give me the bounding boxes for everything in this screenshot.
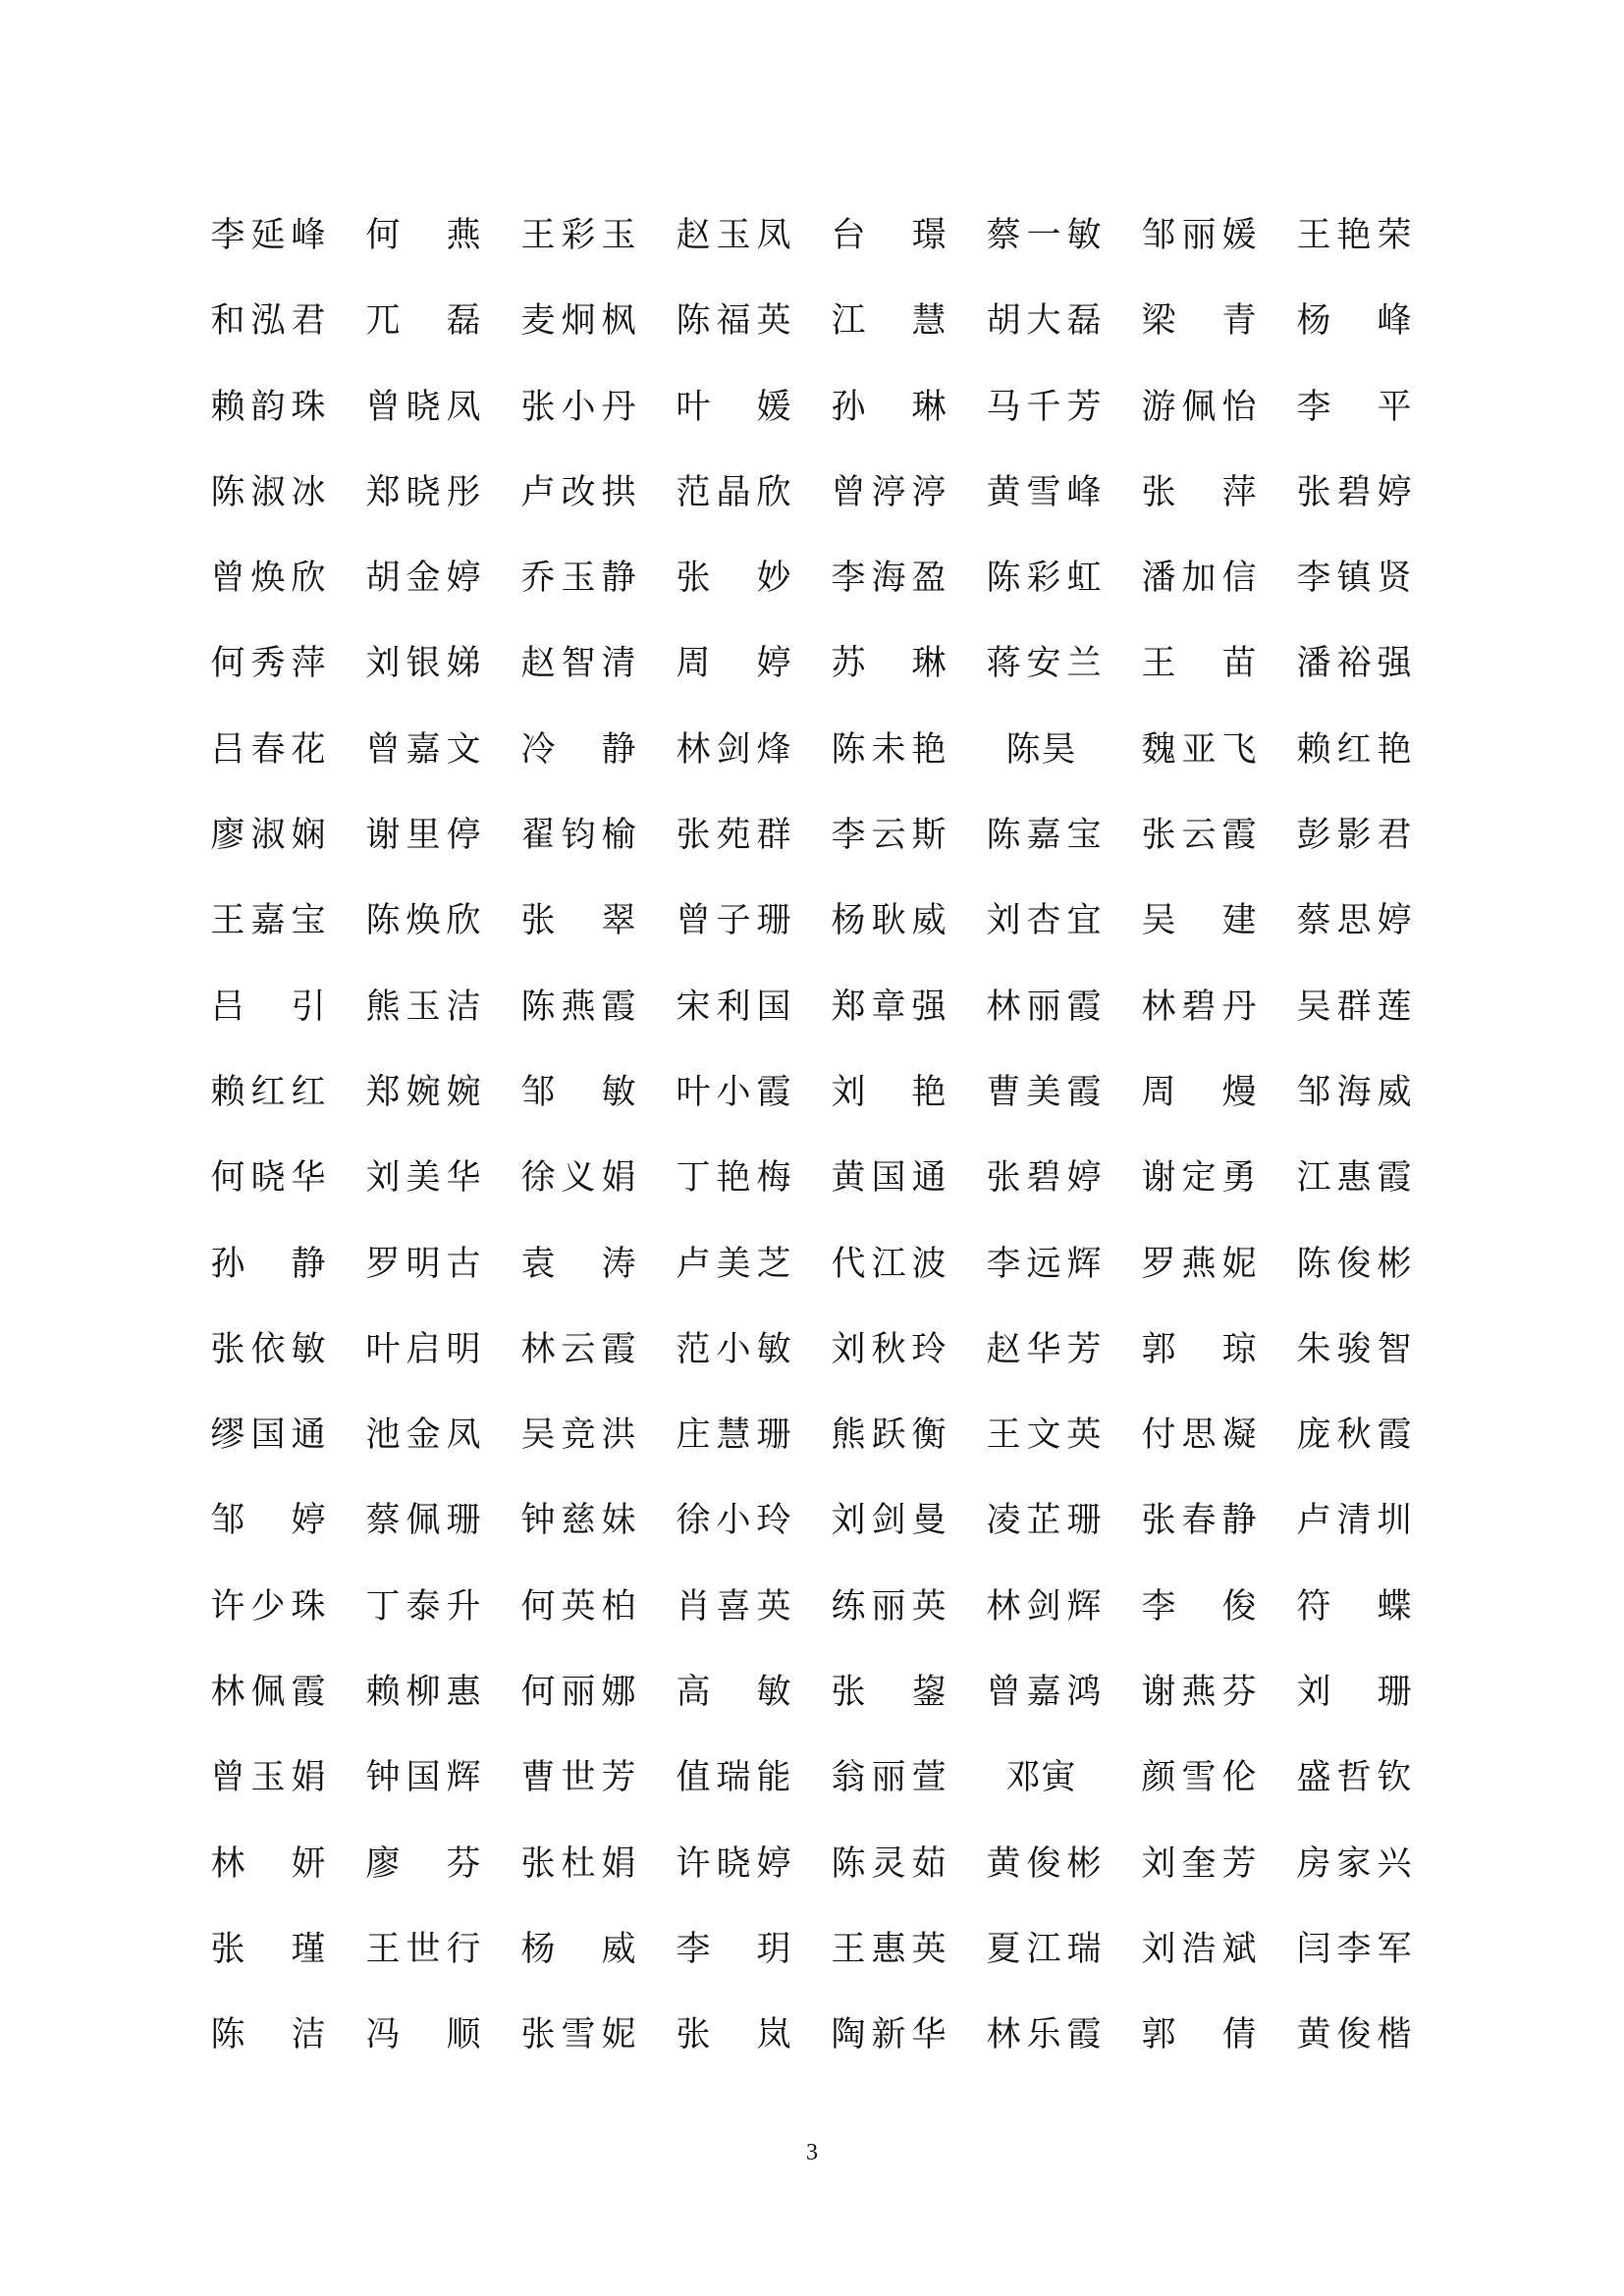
name-cell: 胡 大 磊 (986, 301, 1102, 342)
name-cell: 潘 裕 强 (1296, 644, 1412, 684)
name-cell: 卢 美 芝 (676, 1244, 791, 1284)
name-cell: 陈昊 (1005, 729, 1076, 770)
name-cell: 吴 竞 洪 (520, 1415, 636, 1456)
name-cell: 曾 玉 娟 (210, 1758, 326, 1798)
name-cell: 庞 秋 霞 (1296, 1415, 1412, 1456)
name-cell: 曾 晓 凤 (365, 387, 481, 427)
name-cell: 许 少 珠 (210, 1586, 326, 1627)
name-cell: 符 蝶 (1296, 1586, 1412, 1627)
name-row (210, 549, 1428, 634)
name-cell: 高 敏 (676, 1673, 791, 1713)
name-cell: 王 艳 荣 (1296, 216, 1412, 255)
name-cell: 宋 利 国 (676, 987, 791, 1027)
name-cell: 黄 俊 楷 (1296, 2015, 1412, 2056)
name-cell: 钟 国 辉 (365, 1758, 481, 1798)
name-cell: 熊 跃 衡 (831, 1415, 947, 1456)
name-cell: 王 嘉 宝 (210, 901, 326, 941)
name-cell: 范 小 敏 (676, 1329, 791, 1369)
name-cell: 林 妍 (210, 1843, 326, 1884)
name-cell: 丁 泰 升 (365, 1586, 481, 1627)
name-cell: 何 晓 华 (210, 1158, 326, 1199)
name-cell: 何 丽 娜 (520, 1673, 636, 1713)
name-cell: 叶 启 明 (365, 1329, 481, 1369)
name-cell: 杨 耿 威 (831, 901, 947, 941)
name-row (210, 891, 1428, 977)
name-row (210, 463, 1428, 549)
name-cell: 庄 慧 珊 (676, 1415, 791, 1456)
name-row (210, 634, 1428, 720)
name-cell: 冯 顺 (365, 2015, 481, 2056)
name-cell: 李 云 斯 (831, 816, 947, 856)
name-cell: 曾 子 珊 (676, 901, 791, 941)
name-cell: 刘 剑 曼 (831, 1501, 947, 1541)
name-cell: 陈 俊 彬 (1296, 1244, 1412, 1284)
name-cell: 刘 秋 玲 (831, 1329, 947, 1369)
name-cell: 胡 金 婷 (365, 559, 481, 599)
name-cell: 谢 里 停 (365, 816, 481, 856)
name-row (210, 806, 1428, 891)
name-row (210, 1663, 1428, 1748)
name-cell: 吴 建 (1141, 901, 1257, 941)
name-cell: 王 文 英 (986, 1415, 1102, 1456)
name-cell: 郑 婉 婉 (365, 1072, 481, 1112)
name-cell: 郭 琼 (1141, 1329, 1257, 1369)
name-cell: 赖 柳 惠 (365, 1673, 481, 1713)
name-cell: 杨 峰 (1296, 301, 1412, 342)
name-cell: 张 萍 (1141, 472, 1257, 512)
name-cell: 孙 静 (210, 1244, 326, 1284)
name-cell: 赵 智 清 (520, 644, 636, 684)
name-cell: 付 思 凝 (1141, 1415, 1257, 1456)
name-cell: 廖 淑 娴 (210, 816, 326, 856)
name-cell: 许 晓 婷 (676, 1843, 791, 1884)
name-cell: 张 鋆 (831, 1673, 947, 1713)
name-cell: 张 云 霞 (1141, 816, 1257, 856)
name-cell: 邹 丽 媛 (1141, 216, 1257, 255)
name-cell: 陈 淑 冰 (210, 472, 326, 512)
name-cell: 林 剑 烽 (676, 729, 791, 770)
name-cell: 曾 焕 欣 (210, 559, 326, 599)
name-cell: 丁 艳 梅 (676, 1158, 791, 1199)
name-row (210, 721, 1428, 806)
name-cell: 曾 嘉 鸿 (986, 1673, 1102, 1713)
name-row (210, 1406, 1428, 1491)
name-cell: 何 英 柏 (520, 1586, 636, 1627)
name-row (210, 2005, 1428, 2091)
name-cell: 兀 磊 (365, 301, 481, 342)
name-cell: 黄 雪 峰 (986, 472, 1102, 512)
name-cell: 林 佩 霞 (210, 1673, 326, 1713)
name-cell: 值 瑞 能 (676, 1758, 791, 1798)
name-cell: 曹 世 芳 (520, 1758, 636, 1798)
name-cell: 代 江 波 (831, 1244, 947, 1284)
name-cell: 刘 浩 斌 (1141, 1929, 1257, 1969)
name-cell: 邹 婷 (210, 1501, 326, 1541)
name-cell: 朱 骏 智 (1296, 1329, 1412, 1369)
name-cell: 刘 杏 宜 (986, 901, 1102, 941)
name-cell: 麦 炯 枫 (520, 301, 636, 342)
name-cell: 黄 国 通 (831, 1158, 947, 1199)
name-cell: 王 彩 玉 (520, 216, 636, 255)
name-cell: 蒋 安 兰 (986, 644, 1102, 684)
name-row (210, 1148, 1428, 1234)
name-row (210, 1063, 1428, 1148)
name-row (210, 1491, 1428, 1576)
name-cell: 杨 威 (520, 1929, 636, 1969)
name-cell: 彭 影 君 (1296, 816, 1412, 856)
name-cell: 李 远 辉 (986, 1244, 1102, 1284)
name-cell: 赖 红 艳 (1296, 729, 1412, 770)
name-row (210, 1577, 1428, 1663)
name-cell: 谢 定 勇 (1141, 1158, 1257, 1199)
name-cell: 徐 小 玲 (676, 1501, 791, 1541)
name-cell: 陶 新 华 (831, 2015, 947, 2056)
name-cell: 和 泓 君 (210, 301, 326, 342)
name-cell: 李 平 (1296, 387, 1412, 427)
name-cell: 张 苑 群 (676, 816, 791, 856)
name-cell: 何 秀 萍 (210, 644, 326, 684)
name-row (210, 206, 1428, 292)
name-cell: 王 世 行 (365, 1929, 481, 1969)
name-cell: 王 苗 (1141, 644, 1257, 684)
name-cell: 叶 媛 (676, 387, 791, 427)
name-cell: 陈 福 英 (676, 301, 791, 342)
name-cell: 徐 义 娟 (520, 1158, 636, 1199)
name-cell: 张 杜 娟 (520, 1843, 636, 1884)
name-cell: 郑 章 强 (831, 987, 947, 1027)
name-cell: 郑 晓 彤 (365, 472, 481, 512)
name-cell: 邹 敏 (520, 1072, 636, 1112)
name-cell: 李 俊 (1141, 1586, 1257, 1627)
name-cell: 钟 慈 妹 (520, 1501, 636, 1541)
name-cell: 邹 海 威 (1296, 1072, 1412, 1112)
name-cell: 颜 雪 伦 (1141, 1758, 1257, 1798)
name-cell: 赖 红 红 (210, 1072, 326, 1112)
name-cell: 范 晶 欣 (676, 472, 791, 512)
name-cell: 马 千 芳 (986, 387, 1102, 427)
name-cell: 闫 李 军 (1296, 1929, 1412, 1969)
name-cell: 叶 小 霞 (676, 1072, 791, 1112)
name-cell: 郭 倩 (1141, 2015, 1257, 2056)
name-cell: 肖 喜 英 (676, 1586, 791, 1627)
name-row (210, 292, 1428, 377)
name-cell: 王 惠 英 (831, 1929, 947, 1969)
name-row (210, 1748, 1428, 1834)
name-row (210, 978, 1428, 1063)
name-cell: 陈 洁 (210, 2015, 326, 2056)
name-cell: 缪 国 通 (210, 1415, 326, 1456)
name-cell: 潘 加 信 (1141, 559, 1257, 599)
name-cell: 游 佩 怡 (1141, 387, 1257, 427)
name-row (210, 1835, 1428, 1920)
name-cell: 林 剑 辉 (986, 1586, 1102, 1627)
page-number: 3 (806, 2140, 818, 2165)
name-cell: 梁 青 (1141, 301, 1257, 342)
name-cell: 张 妙 (676, 559, 791, 599)
name-cell: 刘 奎 芳 (1141, 1843, 1257, 1884)
name-cell: 张 翠 (520, 901, 636, 941)
name-cell: 吴 群 莲 (1296, 987, 1412, 1027)
name-cell: 何 燕 (365, 216, 481, 255)
name-row (210, 1920, 1428, 2005)
name-row (210, 378, 1428, 463)
name-cell: 黄 俊 彬 (986, 1843, 1102, 1884)
name-cell: 刘 银 娣 (365, 644, 481, 684)
name-cell: 李 镇 贤 (1296, 559, 1412, 599)
name-cell: 刘 艳 (831, 1072, 947, 1112)
name-cell: 赵 华 芳 (986, 1329, 1102, 1369)
name-cell: 张 瑾 (210, 1929, 326, 1969)
name-cell: 曾 渟 渟 (831, 472, 947, 512)
name-cell: 罗 明 古 (365, 1244, 481, 1284)
name-list-grid (210, 206, 1428, 2092)
name-cell: 刘 珊 (1296, 1673, 1412, 1713)
name-cell: 卢 清 圳 (1296, 1501, 1412, 1541)
name-cell: 林 乐 霞 (986, 2015, 1102, 2056)
name-cell: 陈 彩 虹 (986, 559, 1102, 599)
name-cell: 廖 芬 (365, 1843, 481, 1884)
name-cell: 谢 燕 芬 (1141, 1673, 1257, 1713)
name-cell: 蔡 思 婷 (1296, 901, 1412, 941)
name-cell: 夏 江 瑞 (986, 1929, 1102, 1969)
name-cell: 张 春 静 (1141, 1501, 1257, 1541)
name-cell: 张 依 敏 (210, 1329, 326, 1369)
name-cell: 周 婷 (676, 644, 791, 684)
name-cell: 陈 嘉 宝 (986, 816, 1102, 856)
name-cell: 张 碧 婷 (986, 1158, 1102, 1199)
name-cell: 台 璟 (831, 216, 947, 255)
name-cell: 赵 玉 凤 (676, 216, 791, 255)
name-cell: 林 丽 霞 (986, 987, 1102, 1027)
name-cell: 张 小 丹 (520, 387, 636, 427)
name-row (210, 1320, 1428, 1406)
name-cell: 池 金 凤 (365, 1415, 481, 1456)
name-cell: 江 慧 (831, 301, 947, 342)
name-cell: 罗 燕 妮 (1141, 1244, 1257, 1284)
name-cell: 周 熳 (1141, 1072, 1257, 1112)
name-cell: 张 岚 (676, 2015, 791, 2056)
name-cell: 江 惠 霞 (1296, 1158, 1412, 1199)
name-cell: 凌 芷 珊 (986, 1501, 1102, 1541)
name-cell: 赖 韵 珠 (210, 387, 326, 427)
name-cell: 林 碧 丹 (1141, 987, 1257, 1027)
name-cell: 蔡 佩 珊 (365, 1501, 481, 1541)
name-cell: 曹 美 霞 (986, 1072, 1102, 1112)
name-cell: 陈 未 艳 (831, 729, 947, 770)
name-cell: 陈 燕 霞 (520, 987, 636, 1027)
name-cell: 张 雪 妮 (520, 2015, 636, 2056)
name-cell: 熊 玉 洁 (365, 987, 481, 1027)
name-cell: 房 家 兴 (1296, 1843, 1412, 1884)
name-cell: 卢 改 拱 (520, 472, 636, 512)
name-cell: 苏 琳 (831, 644, 947, 684)
name-cell: 孙 琳 (831, 387, 947, 427)
name-cell: 李 玥 (676, 1929, 791, 1969)
name-cell: 冷 静 (520, 729, 636, 770)
name-cell: 张 碧 婷 (1296, 472, 1412, 512)
name-cell: 李 海 盈 (831, 559, 947, 599)
name-cell: 李 延 峰 (210, 216, 326, 255)
name-cell: 陈 焕 欣 (365, 901, 481, 941)
name-cell: 练 丽 英 (831, 1586, 947, 1627)
name-cell: 曾 嘉 文 (365, 729, 481, 770)
name-cell: 蔡 一 敏 (986, 216, 1102, 255)
name-cell: 吕 春 花 (210, 729, 326, 770)
name-cell: 魏 亚 飞 (1141, 729, 1257, 770)
name-cell: 邓寅 (1005, 1758, 1076, 1798)
name-row (210, 1235, 1428, 1320)
name-cell: 乔 玉 静 (520, 559, 636, 599)
name-cell: 翁 丽 萱 (831, 1758, 947, 1798)
name-cell: 陈 灵 茹 (831, 1843, 947, 1884)
name-cell: 刘 美 华 (365, 1158, 481, 1199)
name-cell: 林 云 霞 (520, 1329, 636, 1369)
name-cell: 盛 哲 钦 (1296, 1758, 1412, 1798)
name-cell: 吕 引 (210, 987, 326, 1027)
name-cell: 袁 涛 (520, 1244, 636, 1284)
name-cell: 翟 钧 榆 (520, 816, 636, 856)
